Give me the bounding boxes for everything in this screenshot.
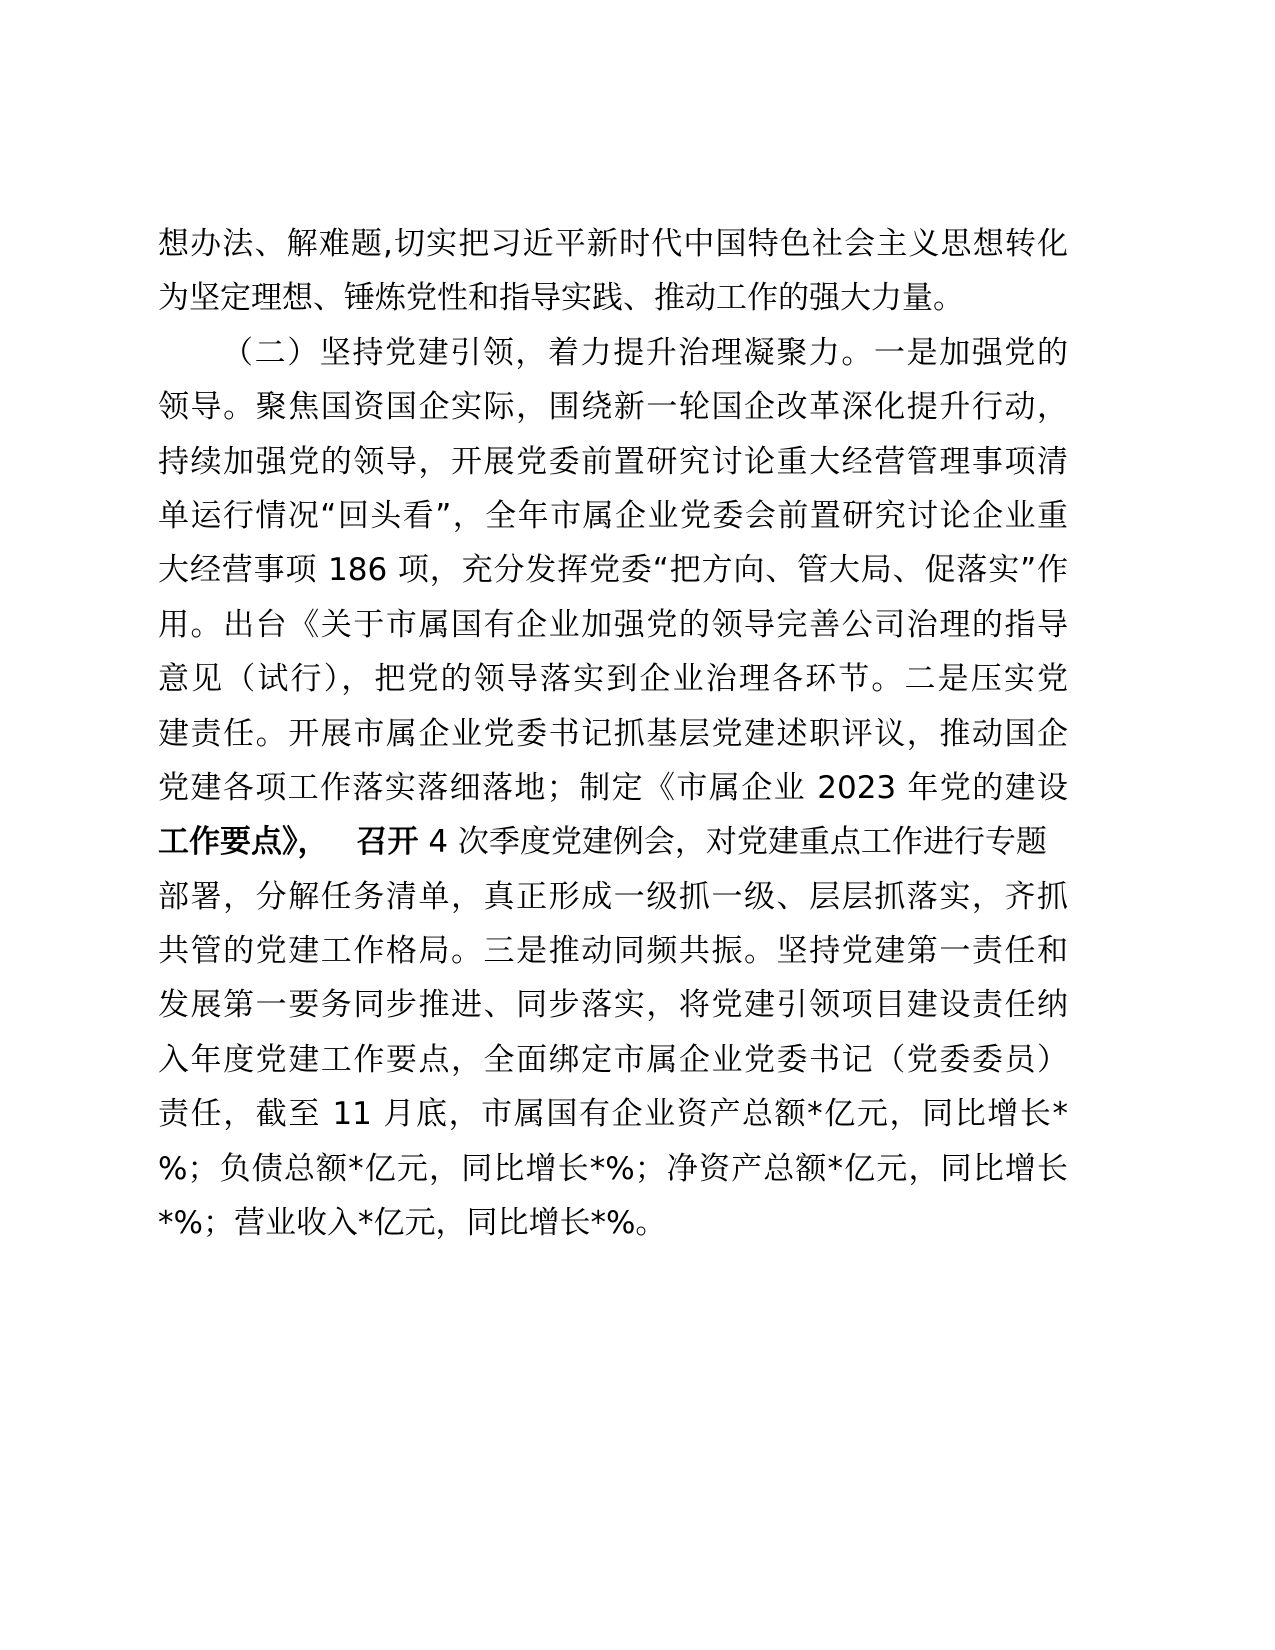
text-line: 共管的党建工作格局。三是推动同频共振。坚持党建第一责任和	[158, 933, 1068, 970]
text-line: 责任，截至 11 月底，市属国有企业资产总额*亿元，同比增长*	[158, 1096, 1068, 1133]
text-segment: 4 次季度党建例会，对党建重点工作进行专题	[428, 824, 1047, 861]
text-line: 用。出台《关于市属国有企业加强党的领导完善公司治理的指导	[158, 606, 1068, 643]
text-line: 入年度党建工作要点，全面绑定市属企业党委书记（党委委员）	[158, 1041, 1068, 1078]
text-line: 为坚定理想、锤炼党性和指导实践、推动工作的强大力量。	[158, 280, 964, 317]
text-line: 意见（试行），把党的领导落实到企业治理各环节。二是压实党	[158, 661, 1068, 698]
text-line: 单运行情况“回头看”，全年市属企业党委会前置研究讨论企业重	[158, 497, 1068, 534]
bold-text-segment: 工作要点》，	[158, 824, 329, 861]
document-body	[158, 217, 1068, 1250]
text-line: 领导。聚焦国资国企实际，围绕新一轮国企改革深化提升行动，	[158, 389, 1068, 426]
text-line: 发展第一要务同步推进、同步落实，将党建引领项目建设责任纳	[158, 987, 1068, 1024]
text-line-mixed	[158, 815, 1068, 869]
text-line: 部署，分解任务清单，真正形成一级抓一级、层层抓落实，齐抓	[158, 878, 1068, 915]
text-line: 建责任。开展市属企业党委书记抓基层党建述职评议，推动国企	[158, 715, 1068, 752]
text-line: 党建各项工作落实落细落地；制定《市属企业 2023 年党的建设	[158, 769, 1068, 806]
text-line: %；负债总额*亿元，同比增长*%；净资产总额*亿元，同比增长	[158, 1150, 1068, 1187]
paragraph-heading-line: （二）坚持党建引领，着力提升治理凝聚力。一是加强党的	[222, 334, 1068, 371]
text-line: 大经营事项 186 项，充分发挥党委“把方向、管大局、促落实”作	[158, 552, 1068, 589]
bold-text-segment: 召开	[356, 824, 419, 861]
text-line: 持续加强党的领导，开展党委前置研究讨论重大经营管理事项清	[158, 443, 1068, 480]
text-line: *%；营业收入*亿元，同比增长*%。	[158, 1205, 667, 1242]
text-line: 想办法、解难题,切实把习近平新时代中国特色社会主义思想转化	[158, 226, 1068, 262]
